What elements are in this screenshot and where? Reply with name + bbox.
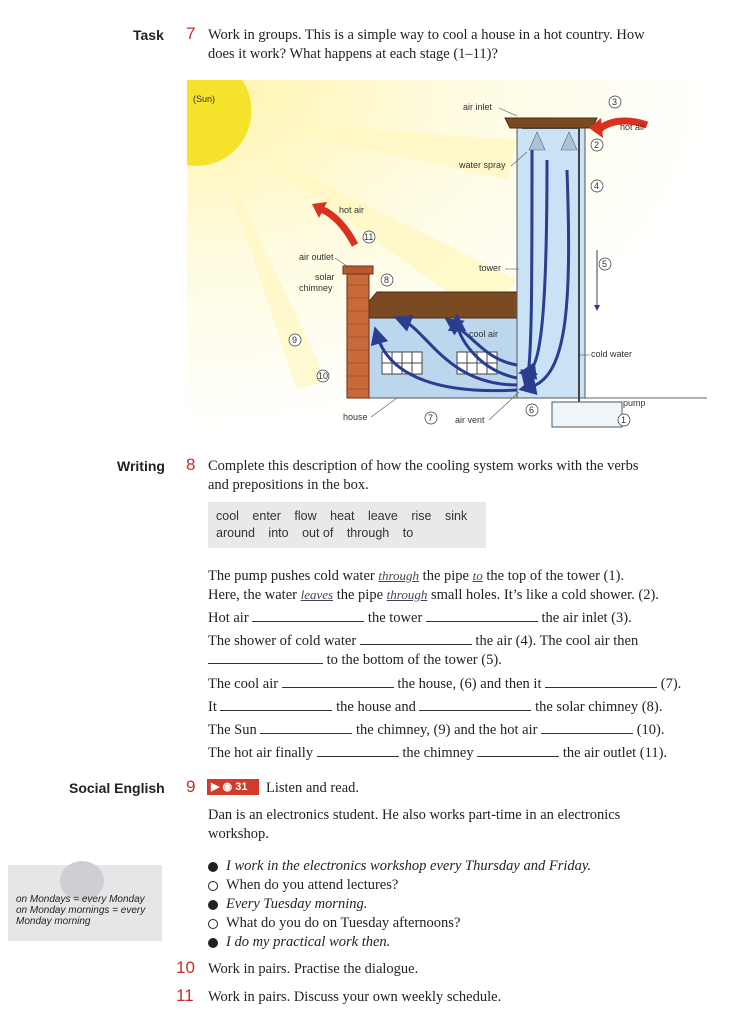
house-roof (355, 292, 527, 318)
note-line: on Mondays = every Monday (16, 894, 145, 905)
note-line: Monday morning (16, 916, 91, 927)
word-box-item: sink (444, 509, 468, 523)
stage-marker-9 (289, 334, 301, 346)
label-hot-air-left: hot air (339, 205, 365, 215)
stage-marker-8 (381, 274, 393, 286)
word-box (208, 502, 486, 548)
word-box-item: heat (330, 509, 355, 523)
handwritten-answer: leaves (300, 587, 334, 602)
speaker-other-bullet-icon (208, 919, 218, 929)
label-air-inlet: air inlet (463, 102, 493, 112)
word-box-item: out of (302, 526, 334, 540)
dialogue-line: I work in the electronics workshop every Thursday and Friday. (208, 857, 591, 876)
stage-marker-1 (618, 414, 630, 426)
label-water-spray: water spray (459, 160, 506, 170)
label-tower: tower (479, 263, 502, 273)
social9-instruction: Listen and read. (266, 780, 360, 796)
task11-instruction: Work in pairs. Discuss your own weekly schedule. (208, 989, 502, 1005)
sun-label: (Sun) (193, 94, 216, 104)
play-icon: ▶ (211, 781, 220, 793)
answer-line-8: The Sun the chimney, (9) and the hot air (10). (208, 722, 665, 738)
word-box-item: cool (216, 509, 239, 523)
answer-blank[interactable] (317, 755, 399, 757)
answer-blank[interactable] (545, 686, 657, 688)
speaker-dan-bullet-icon (208, 862, 218, 872)
word-box-item: leave (367, 509, 398, 523)
label-pump: pump (623, 398, 646, 408)
dialogue-line: I do my practical work then. (208, 933, 390, 952)
cooling-system-diagram (187, 80, 718, 435)
svg-text:3: 3 (612, 97, 618, 107)
exercise-number-9: 9 (186, 777, 196, 796)
label-air-vent: air vent (455, 415, 485, 425)
exercise-number-7: 7 (186, 24, 196, 43)
note-line: on Monday mornings = every (16, 905, 146, 916)
exercise-number-11: 11 (176, 986, 194, 1005)
answer-blank[interactable] (208, 662, 323, 664)
label-cold-water: cold water (591, 349, 633, 359)
label-air-outlet: air outlet (299, 252, 334, 262)
word-box-item: through (346, 526, 390, 540)
writing8-instruction-line1: Complete this description of how the cooling system works with the verbs (208, 458, 639, 474)
grammar-note-box (8, 865, 162, 941)
answer-line-4: The shower of cold water the air (4). The cool air then (208, 633, 639, 649)
svg-text:2: 2 (594, 140, 600, 150)
answer-line-2: Here, the water leaves the pipe through small holes. It’s like a cold shower. (2). (208, 587, 659, 603)
stage-marker-5 (599, 258, 611, 270)
answer-blank[interactable] (282, 686, 394, 688)
stage-marker-6 (526, 404, 538, 416)
svg-text:10: 10 (318, 371, 329, 381)
word-box-item: flow (294, 509, 317, 523)
word-box-item: around (216, 526, 255, 540)
word-box-item: enter (252, 509, 281, 523)
word-box-item: to (402, 526, 414, 540)
stage-marker-7 (425, 412, 437, 424)
answer-blank[interactable] (252, 620, 364, 622)
answer-blank[interactable] (220, 709, 332, 711)
answer-blank[interactable] (477, 755, 559, 757)
cd-icon: ◉ (222, 781, 233, 793)
social9-intro-line1: Dan is an electronics student. He also works part-time in an electronics (208, 807, 621, 823)
section-label-task: Task (133, 27, 164, 43)
label-solar: solar (315, 272, 335, 282)
svg-text:7: 7 (428, 413, 434, 423)
label-hot-air-right: hot air (620, 122, 646, 132)
answer-blank[interactable] (260, 732, 352, 734)
svg-text:8: 8 (384, 275, 390, 285)
svg-text:4: 4 (594, 181, 600, 191)
answer-line-9: The hot air finally the chimney the air outlet (11). (208, 745, 668, 761)
stage-marker-11 (363, 231, 375, 243)
speaker-dan-bullet-icon (208, 900, 218, 910)
stage-marker-4 (591, 180, 603, 192)
task7-instruction-line2: does it work? What happens at each stage (1–11)? (208, 46, 498, 62)
word-box-item: into (268, 526, 289, 540)
speaker-other-bullet-icon (208, 881, 218, 891)
answer-line-1: The pump pushes cold water through the pipe to the top of the tower (1). (208, 568, 625, 584)
section-label-writing: Writing (117, 458, 165, 474)
answer-blank[interactable] (360, 643, 472, 645)
svg-text:6: 6 (529, 405, 535, 415)
exercise-number-10: 10 (176, 958, 195, 977)
tower-cap (505, 118, 597, 128)
label-house: house (343, 412, 368, 422)
svg-text:5: 5 (602, 259, 608, 269)
label-chimney: chimney (299, 283, 333, 293)
answer-line-5: to the bottom of the tower (5). (208, 651, 502, 670)
answer-blank[interactable] (426, 620, 538, 622)
social9-intro-line2: workshop. (208, 826, 269, 842)
exercise-number-8: 8 (186, 455, 196, 474)
handwritten-answer: to (472, 568, 483, 583)
dialogue-line: Every Tuesday morning. (208, 895, 367, 914)
writing8-instruction-line2: and prepositions in the box. (208, 477, 369, 493)
solar-chimney (347, 272, 369, 398)
svg-text:9: 9 (292, 335, 298, 345)
audio-track-number: 31 (235, 781, 248, 793)
answer-blank[interactable] (419, 709, 531, 711)
answer-line-7: It the house and the solar chimney (8). (208, 699, 663, 715)
task10-instruction: Work in pairs. Practise the dialogue. (208, 961, 419, 977)
handwritten-answer: through (378, 568, 420, 583)
answer-line-3: Hot air the tower the air inlet (3). (208, 610, 632, 626)
svg-text:1: 1 (621, 415, 627, 425)
audio-track-button[interactable] (207, 779, 259, 795)
section-label-social-english: Social English (69, 780, 165, 796)
label-cool-air: cool air (469, 329, 499, 339)
answer-line-6: The cool air the house, (6) and then it (7). (208, 676, 682, 692)
answer-blank[interactable] (541, 732, 633, 734)
task7-instruction-line1: Work in groups. This is a simple way to cool a house in a hot country. How (208, 27, 645, 43)
svg-text:11: 11 (364, 232, 374, 242)
pump-tank (552, 402, 622, 427)
word-box-item: rise (411, 509, 432, 523)
speaker-dan-bullet-icon (208, 938, 218, 948)
stage-marker-2 (591, 139, 603, 151)
tower (517, 125, 585, 398)
dialogue-line: What do you do on Tuesday afternoons? (208, 914, 460, 933)
handwritten-answer: through (386, 587, 428, 602)
dialogue-line: When do you attend lectures? (208, 876, 398, 895)
stage-marker-3 (609, 96, 621, 108)
stage-marker-10 (317, 370, 329, 382)
